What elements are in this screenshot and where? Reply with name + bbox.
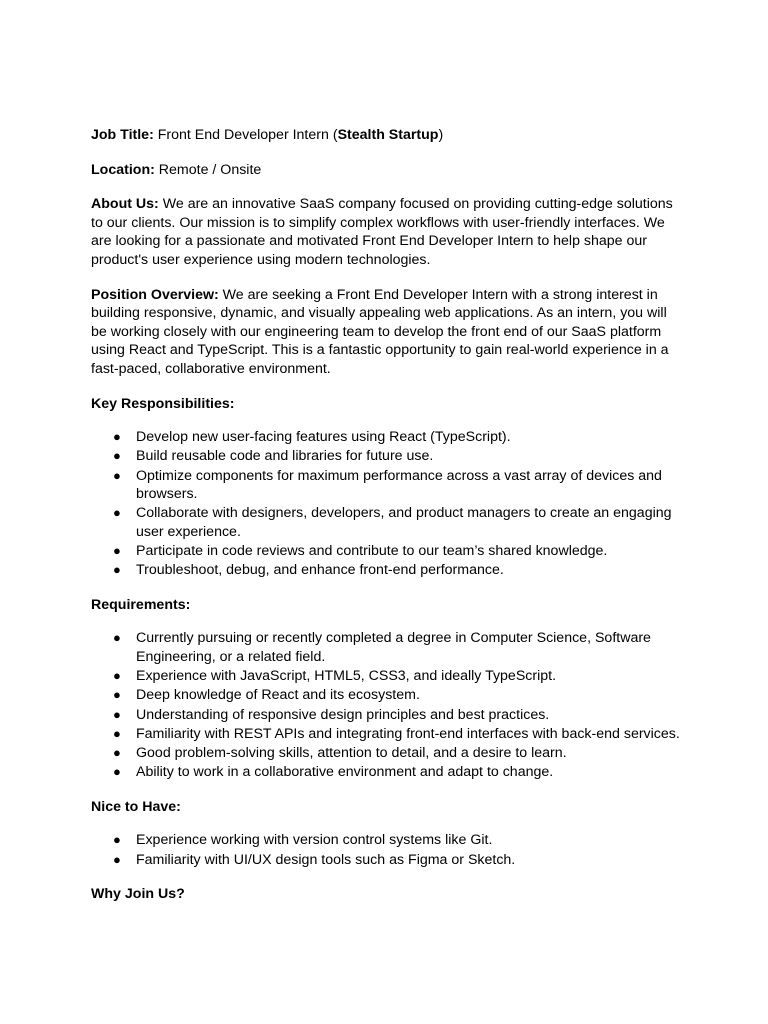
bullet-icon: ● bbox=[113, 706, 121, 722]
bullet-icon: ● bbox=[113, 630, 121, 646]
location-label: Location: bbox=[91, 161, 155, 178]
list-item-text: Good problem-solving skills, attention to detail, and a desire to learn. bbox=[136, 744, 567, 761]
list-item-text: Collaborate with designers, developers, and product managers to create an engaging user experience. bbox=[136, 505, 672, 540]
list-item bbox=[91, 542, 681, 561]
list-item-text: Understanding of responsive design principles and best practices. bbox=[136, 706, 550, 723]
responsibilities-list bbox=[91, 428, 681, 580]
job-title-label: Job Title: bbox=[91, 127, 154, 143]
bullet-icon: ● bbox=[113, 467, 121, 483]
list-item-text: Troubleshoot, debug, and enhance front-end performance. bbox=[136, 562, 504, 579]
list-item-text: Currently pursuing or recently completed a degree in Computer Science, Software Engineering, or a related field. bbox=[136, 630, 651, 666]
list-item bbox=[91, 667, 681, 686]
list-item bbox=[91, 447, 681, 466]
list-item bbox=[91, 744, 681, 763]
list-item-text: Familiarity with REST APIs and integrating front-end interfaces with back-end services. bbox=[136, 725, 680, 742]
location-line bbox=[91, 161, 681, 180]
list-item-text: Build reusable code and libraries for future use. bbox=[136, 448, 434, 465]
document-page bbox=[91, 126, 681, 919]
list-item-text: Experience with JavaScript, HTML5, CSS3, and ideally TypeScript. bbox=[136, 668, 557, 685]
requirements-list bbox=[91, 629, 681, 781]
job-title-line bbox=[91, 126, 681, 145]
about-text: We are an innovative SaaS company focused on providing cutting-edge solutions to our clients. Our mission is to simplify complex workflows with user-friendly interfaces. We are looking for a passionate and motivated Front End Developer Intern to help shape our product's user experience using modern technologies. bbox=[91, 196, 673, 268]
list-item-text: Ability to work in a collaborative environment and adapt to change. bbox=[136, 764, 554, 781]
overview-label: Position Overview: bbox=[91, 286, 219, 303]
list-item bbox=[91, 831, 681, 850]
list-item-text: Experience working with version control systems like Git. bbox=[136, 832, 493, 849]
bullet-icon: ● bbox=[113, 668, 121, 684]
list-item-text: Optimize components for maximum performance across a vast array of devices and browsers. bbox=[136, 467, 662, 503]
list-item bbox=[91, 851, 681, 870]
bullet-icon: ● bbox=[113, 832, 121, 848]
list-item bbox=[91, 686, 681, 705]
overview-paragraph bbox=[91, 286, 681, 379]
bullet-icon: ● bbox=[113, 429, 121, 445]
list-item bbox=[91, 629, 681, 666]
list-item bbox=[91, 504, 681, 541]
about-paragraph bbox=[91, 195, 681, 269]
bullet-icon: ● bbox=[113, 505, 121, 521]
list-item bbox=[91, 467, 681, 504]
nice-to-have-list bbox=[91, 831, 681, 869]
nice-to-have-heading: Nice to Have: bbox=[91, 798, 181, 815]
list-item-text: Familiarity with UI/UX design tools such as Figma or Sketch. bbox=[136, 851, 516, 868]
list-item bbox=[91, 763, 681, 782]
bullet-icon: ● bbox=[113, 448, 121, 464]
list-item bbox=[91, 561, 681, 580]
job-title-close: ) bbox=[438, 127, 444, 143]
bullet-icon: ● bbox=[113, 725, 121, 741]
job-title-text: Front End Developer Intern ( bbox=[153, 127, 338, 143]
list-item-text: Deep knowledge of React and its ecosystem. bbox=[136, 687, 420, 704]
about-label: About Us: bbox=[91, 196, 159, 213]
bullet-icon: ● bbox=[113, 543, 121, 559]
list-item-text: Develop new user-facing features using React (TypeScript). bbox=[136, 429, 511, 446]
list-item bbox=[91, 725, 681, 744]
bullet-icon: ● bbox=[113, 562, 121, 578]
overview-text: We are seeking a Front End Developer Intern with a strong interest in building responsive, dynamic, and visually appealing web applications. As an intern, you will be working closely with our engineering team to develop the front end of our SaaS platform using React and TypeScript. This is a fantastic opportunity to gain real-world experience in a fast-paced, collaborative environment. bbox=[91, 286, 669, 377]
bullet-icon: ● bbox=[113, 764, 121, 780]
why-join-heading: Why Join Us? bbox=[91, 886, 185, 903]
requirements-heading: Requirements: bbox=[91, 596, 191, 613]
location-value: Remote / Onsite bbox=[154, 161, 262, 178]
list-item bbox=[91, 706, 681, 725]
bullet-icon: ● bbox=[113, 744, 121, 760]
bullet-icon: ● bbox=[113, 687, 121, 703]
responsibilities-heading: Key Responsibilities: bbox=[91, 395, 235, 412]
company-name: Stealth Startup bbox=[337, 127, 439, 143]
list-item-text: Participate in code reviews and contribute to our team’s shared knowledge. bbox=[136, 543, 608, 560]
bullet-icon: ● bbox=[113, 851, 121, 867]
list-item bbox=[91, 428, 681, 447]
